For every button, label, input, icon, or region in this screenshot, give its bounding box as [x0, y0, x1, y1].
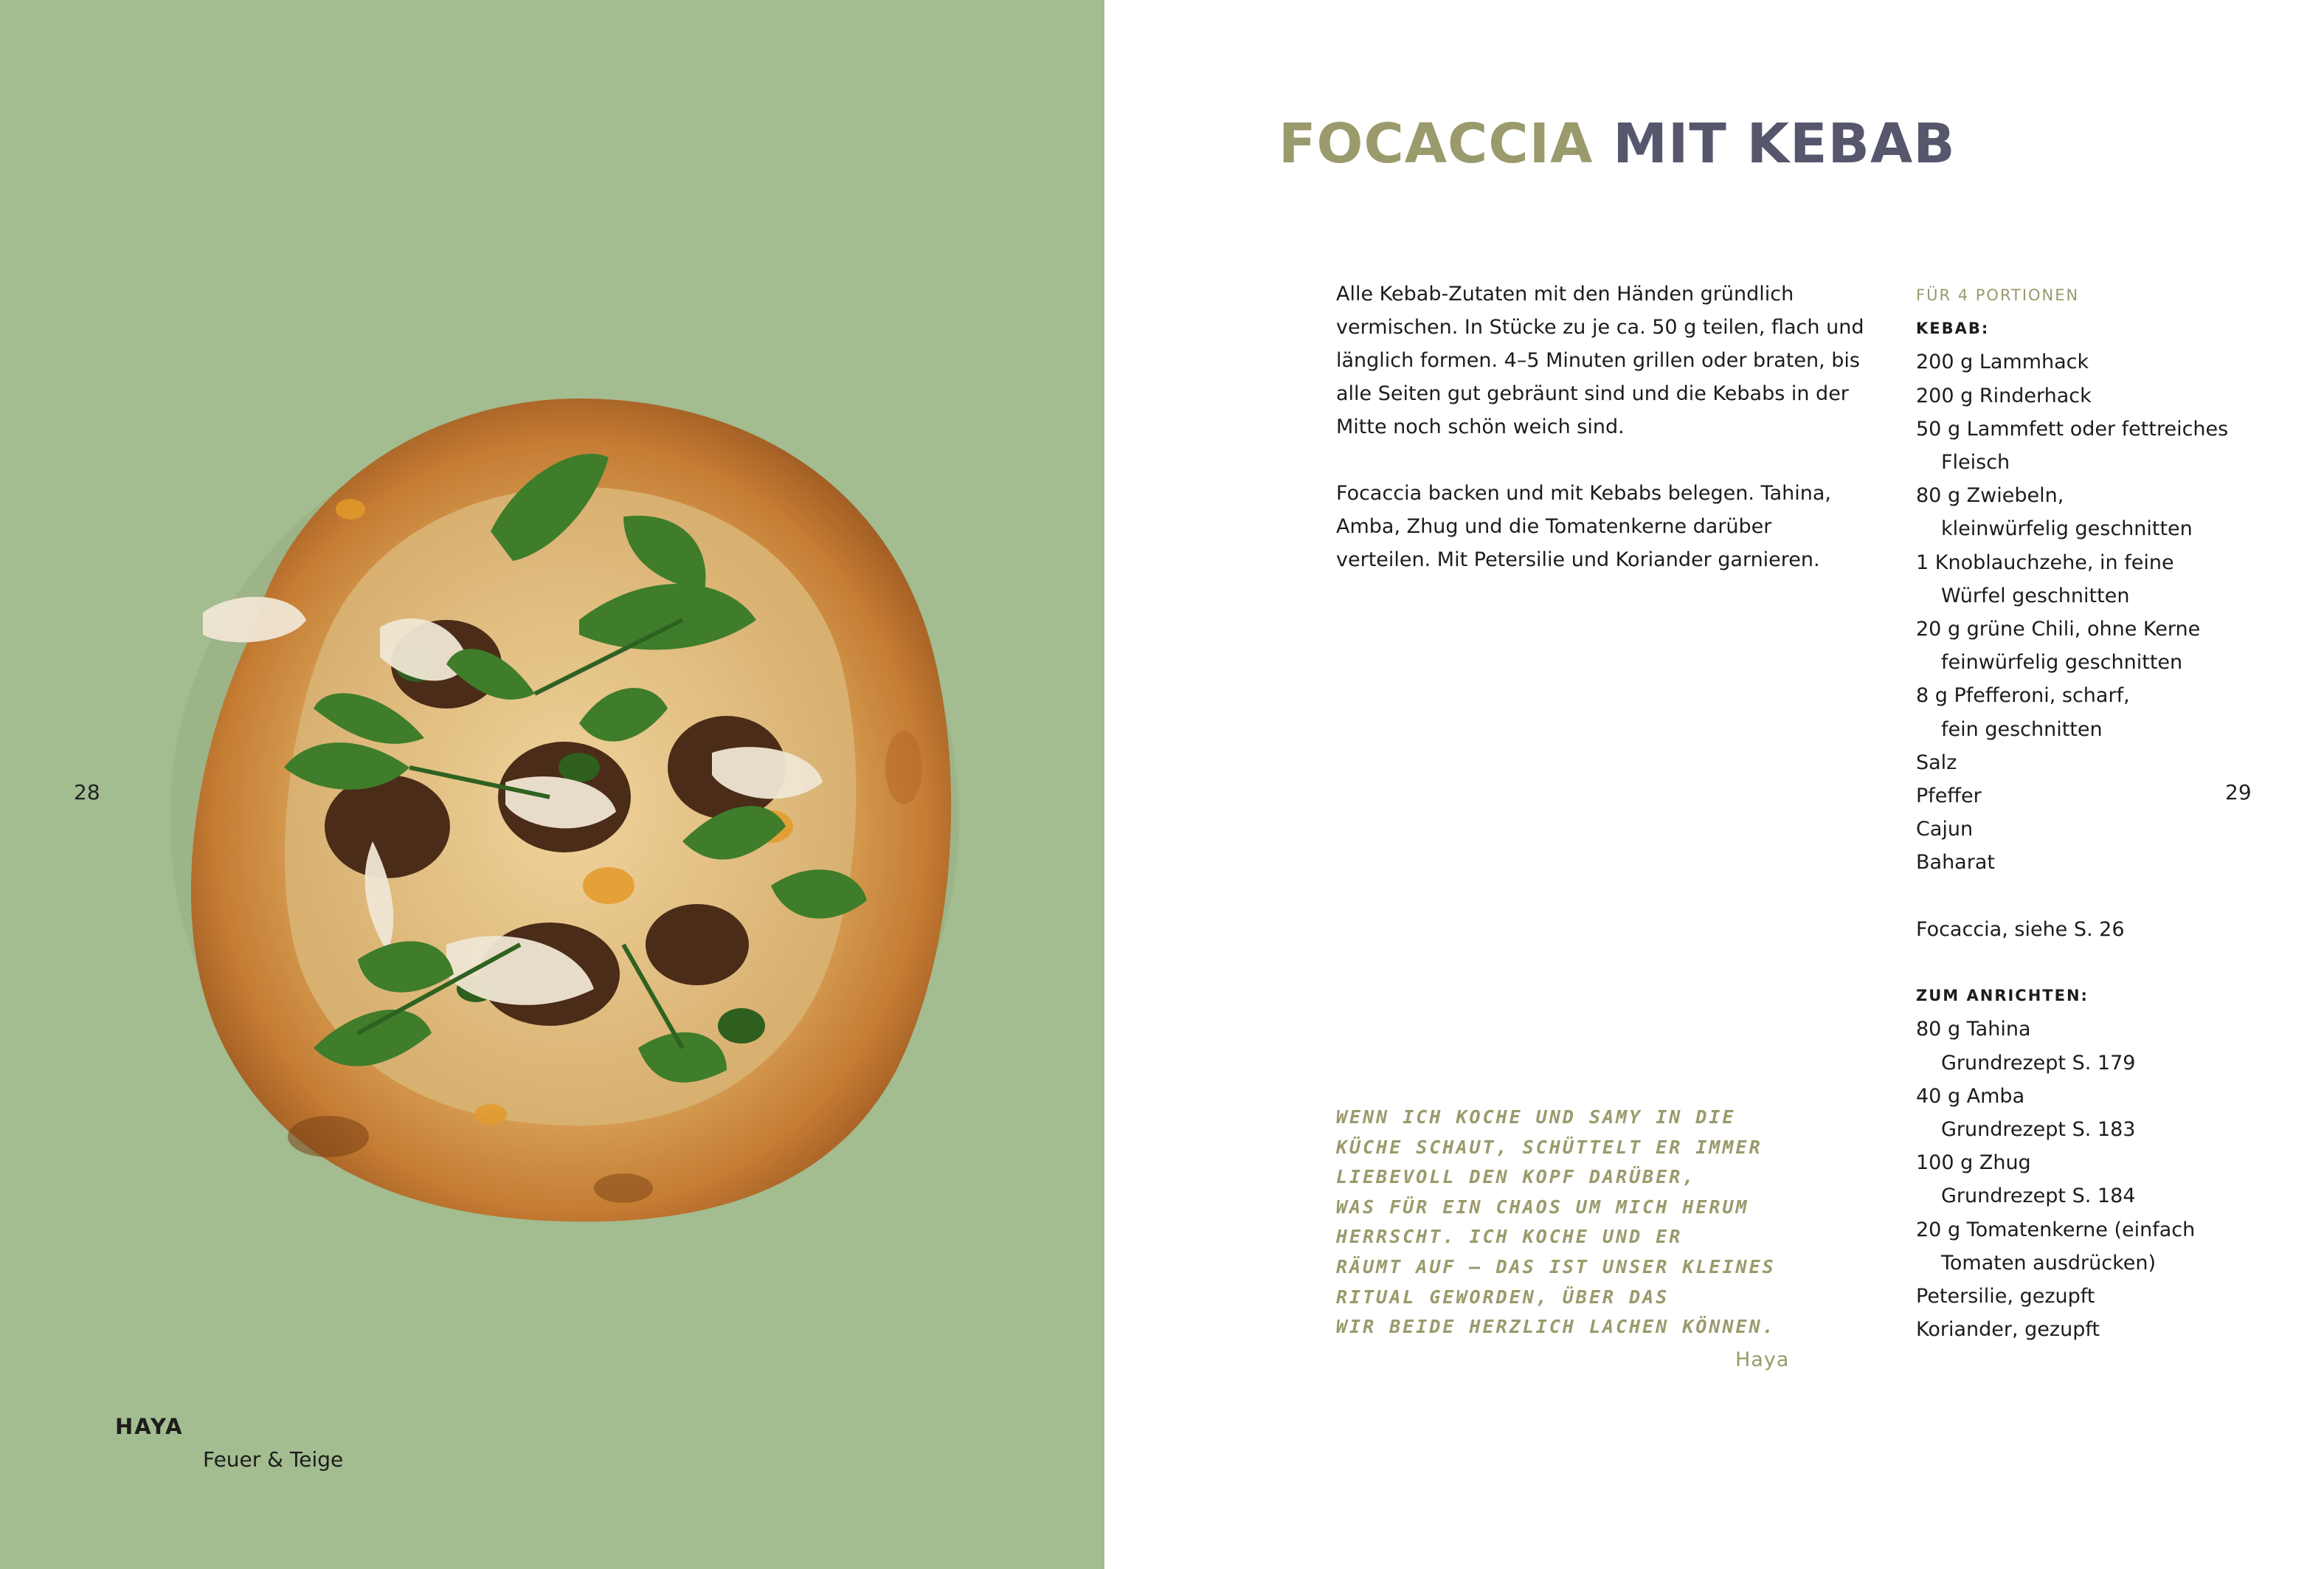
- ingredient-item: Koriander, gezupft: [1916, 1318, 2100, 1342]
- quote-line: HERRSCHT. ICH KOCHE UND ER: [1336, 1226, 1683, 1248]
- ingredient-item: Salz: [1916, 751, 1957, 774]
- section-label: Feuer & Teige: [203, 1447, 344, 1472]
- ingredient-item: 20 g Tomatenkerne (einfach: [1916, 1218, 2196, 1241]
- ingredient-detail: feinwürfelig geschnitten: [1941, 651, 2183, 675]
- spacer: [1916, 880, 2255, 913]
- left-page: [0, 0, 1104, 1569]
- spacer: [1916, 946, 2255, 979]
- quote-author: Haya: [1735, 1348, 1790, 1371]
- ingredient-item: 200 g Rinderhack: [1916, 384, 2092, 407]
- page-number-right: 29: [2225, 780, 2252, 804]
- quote-line: RÄUMT AUF – DAS IST UNSER KLEINES: [1336, 1255, 1776, 1277]
- servings-label: FÜR 4 PORTIONEN: [1916, 286, 2080, 304]
- ingredient-detail: Fleisch: [1941, 451, 2010, 475]
- ingredient-item: 80 g Tahina: [1916, 1018, 2031, 1041]
- ingredient-item: Pfeffer: [1916, 784, 1982, 808]
- quote: [1336, 1103, 1808, 1342]
- ingredient-item: 40 g Amba: [1916, 1084, 2025, 1108]
- ingredient-detail: Tomaten ausdrücken): [1941, 1251, 2157, 1275]
- ingredient-detail: fein geschnitten: [1941, 717, 2103, 741]
- ingredient-detail: Grundrezept S. 183: [1941, 1118, 2136, 1142]
- ingredient-detail: Grundrezept S. 184: [1941, 1184, 2136, 1208]
- quote-line: WENN ICH KOCHE UND SAMY IN DIE: [1336, 1106, 1736, 1128]
- ingredient-item: Petersilie, gezupft: [1916, 1285, 2095, 1308]
- ingredient-item: 1 Knoblauchzehe, in feine: [1916, 551, 2174, 574]
- recipe-title: [1279, 112, 1956, 176]
- focaccia-page-ref: siehe S. 26: [2014, 917, 2125, 941]
- quote-line: KÜCHE SCHAUT, SCHÜTTELT ER IMMER: [1336, 1136, 1763, 1158]
- method-paragraph-1: Alle Kebab-Zutaten mit den Händen gründlich vermischen. In Stücke zu je ca. 50 g teilen, flach und länglich formen. 4–5 Minuten grillen oder braten, bis alle Seiten gut gebräunt sind und die Kebabs in der Mitte noch schön weich sind.: [1336, 283, 1864, 438]
- ingredient-item: 100 g Zhug: [1916, 1151, 2031, 1175]
- page-number-left: 28: [74, 780, 100, 804]
- method-paragraph-2: Focaccia backen und mit Kebabs belegen. Tahina, Amba, Zhug und die Tomatenkerne darüber verteilen. Mit Petersilie und Koriander garnieren.: [1336, 482, 1831, 571]
- ingredient-item: 20 g grüne Chili, ohne Kerne: [1916, 618, 2201, 641]
- quote-line: WAS FÜR EIN CHAOS UM MICH HERUM: [1336, 1196, 1749, 1218]
- focaccia-kebab-photo: [166, 384, 963, 1225]
- chapter-label: HAYA: [115, 1414, 184, 1439]
- recipe-title-part1: FOCACCIA: [1279, 112, 1594, 176]
- ingredient-item: 8 g Pfefferoni, scharf,: [1916, 684, 2130, 708]
- focaccia-name: Focaccia,: [1916, 917, 2008, 941]
- recipe-title-part2: MIT KEBAB: [1613, 112, 1956, 176]
- ingredient-detail: Grundrezept S. 179: [1941, 1051, 2136, 1075]
- serve-heading: ZUM ANRICHTEN:: [1916, 987, 2089, 1005]
- focaccia-reference: [1916, 913, 2255, 946]
- kebab-heading: KEBAB:: [1916, 320, 1990, 338]
- quote-line: WIR BEIDE HERZLICH LACHEN KÖNNEN.: [1336, 1316, 1776, 1338]
- ingredient-item: Baharat: [1916, 851, 1995, 875]
- ingredient-detail: Würfel geschnitten: [1941, 584, 2130, 607]
- ingredients-list: [1916, 279, 2255, 1346]
- quote-line: RITUAL GEWORDEN, ÜBER DAS: [1336, 1286, 1670, 1308]
- ingredient-item: 200 g Lammhack: [1916, 351, 2089, 374]
- quote-line: LIEBEVOLL DEN KOPF DARÜBER,: [1336, 1166, 1696, 1188]
- ingredient-item: 50 g Lammfett oder fettreiches: [1916, 417, 2229, 441]
- ingredient-item: Cajun: [1916, 818, 1974, 841]
- ingredient-detail: kleinwürfelig geschnitten: [1941, 517, 2193, 541]
- ingredient-item: 80 g Zwiebeln,: [1916, 484, 2064, 508]
- method-text: [1336, 277, 1867, 610]
